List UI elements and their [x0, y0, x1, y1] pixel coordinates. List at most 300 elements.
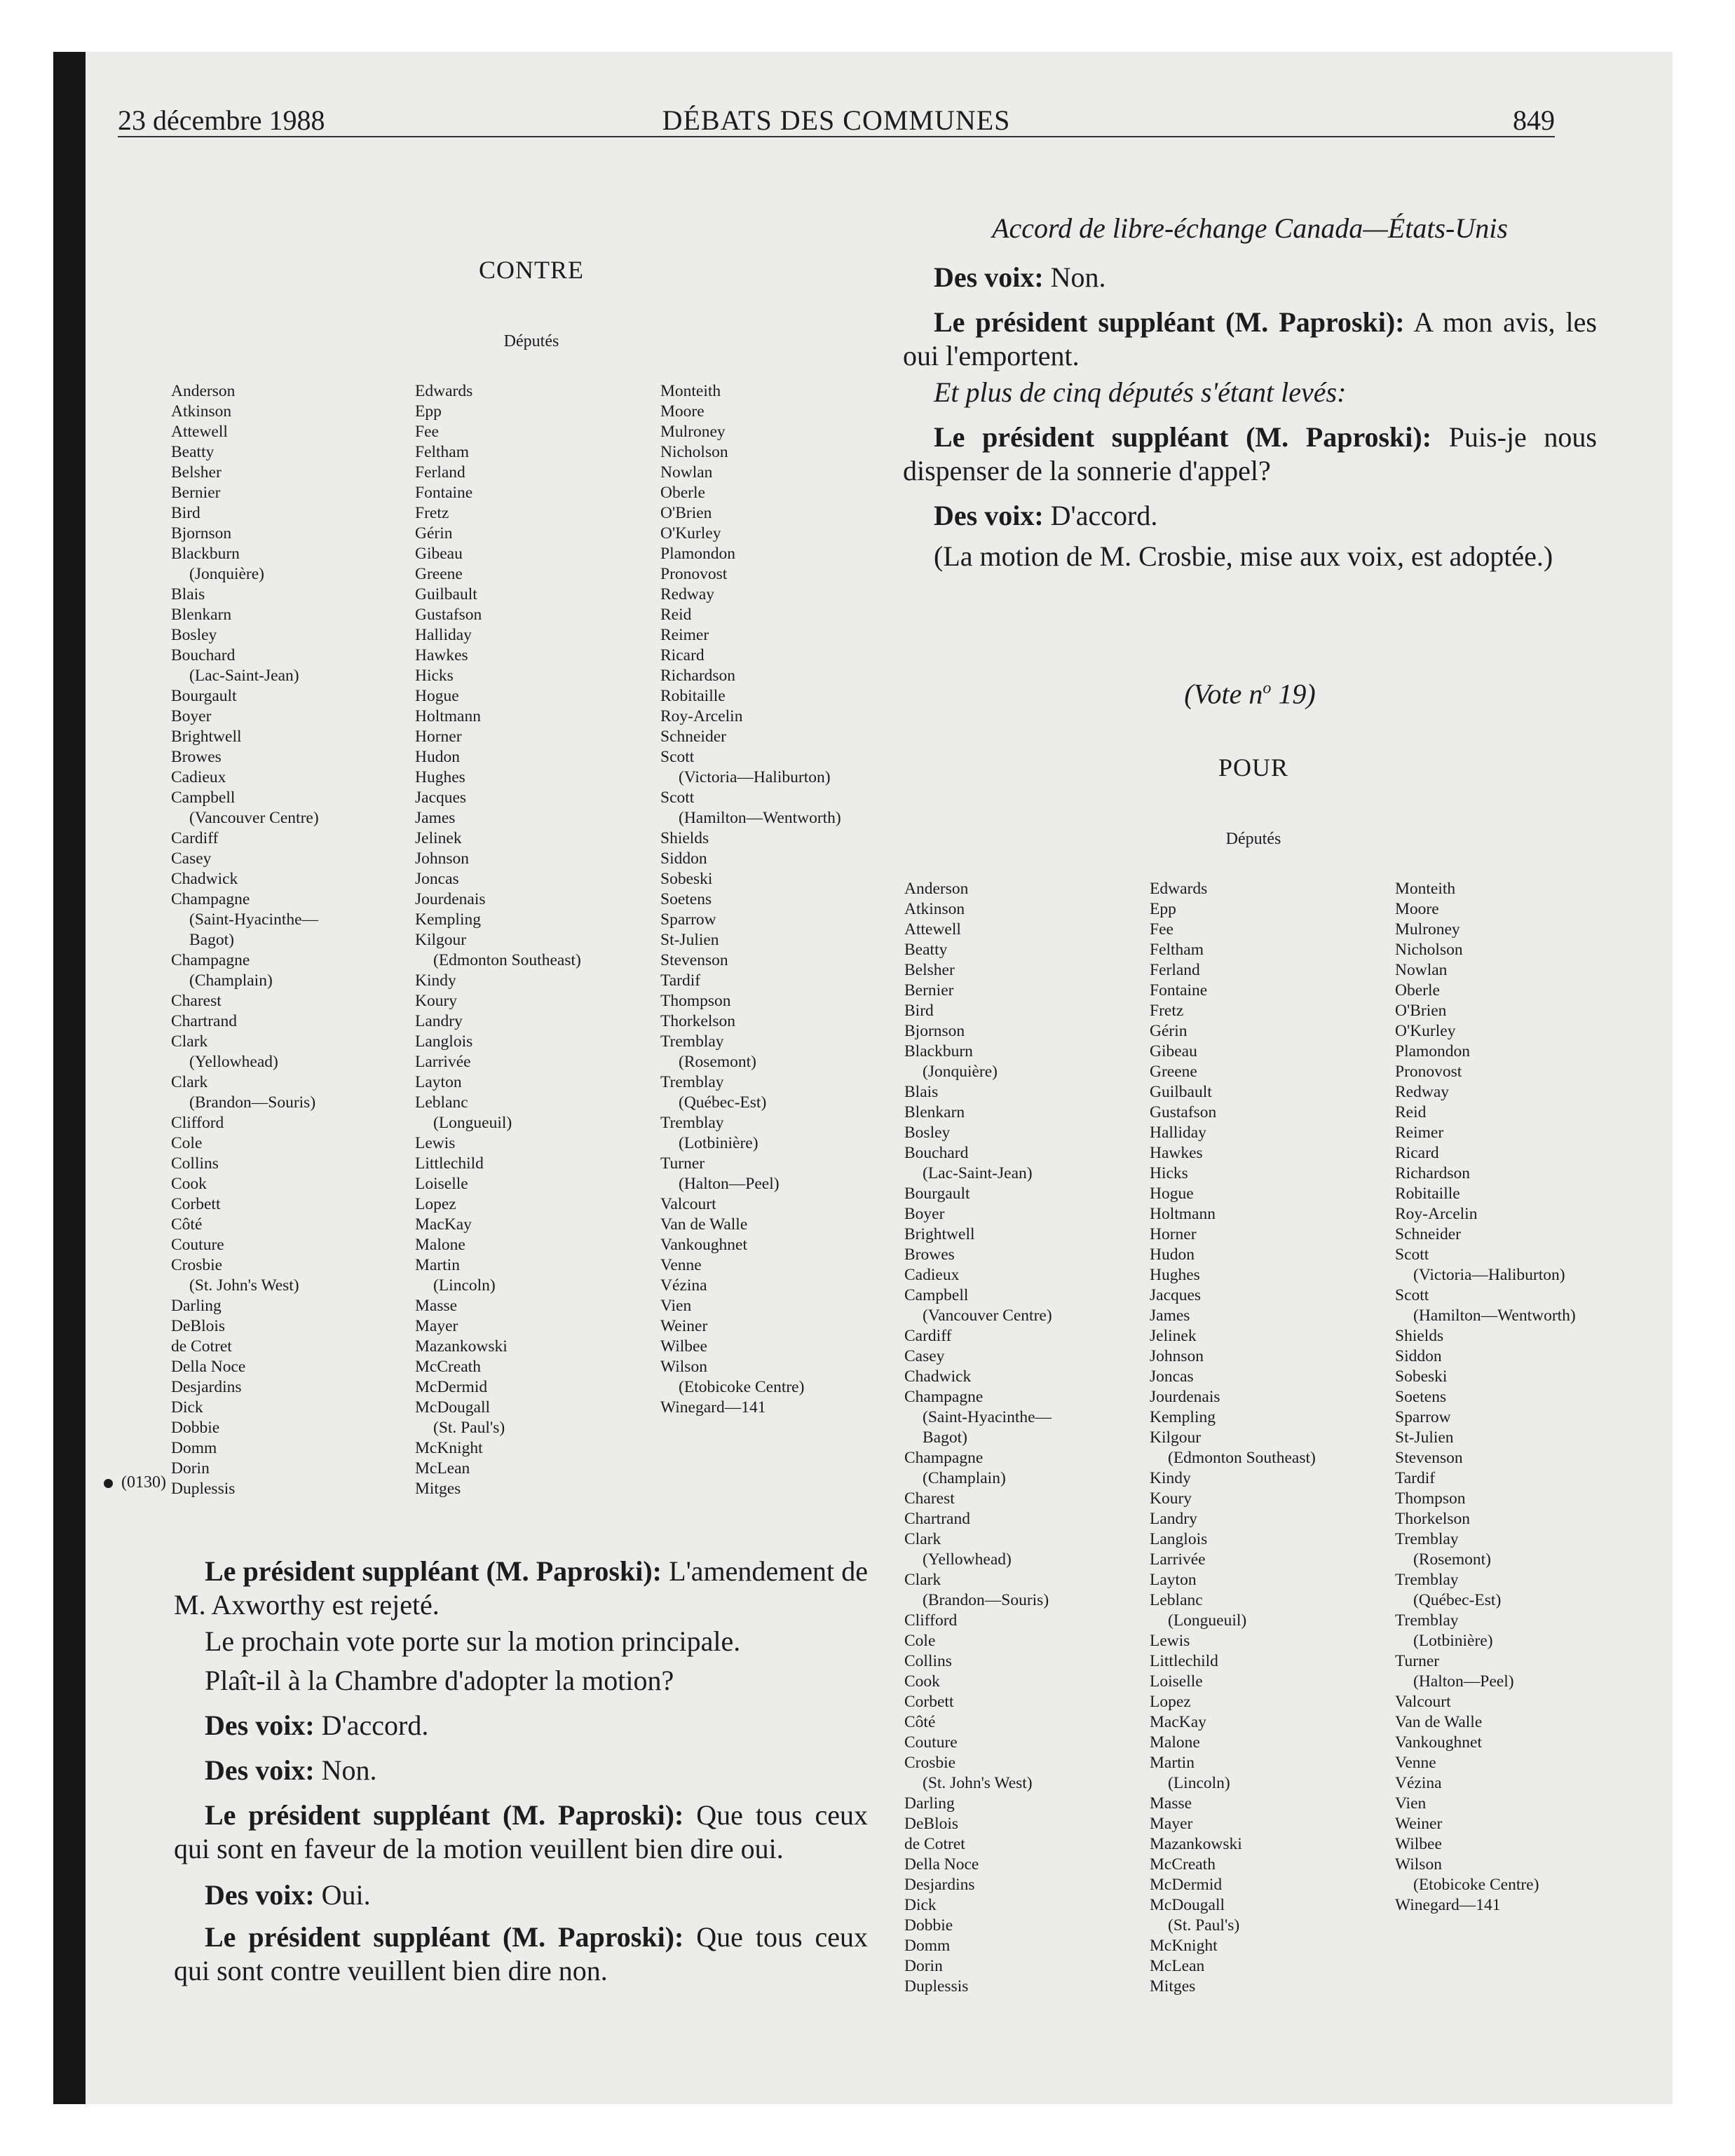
- member-name: Lewis: [415, 1134, 456, 1152]
- member-name: James: [415, 809, 456, 827]
- member-name: Johnson: [1150, 1347, 1204, 1365]
- speech: D'accord.: [314, 1710, 429, 1741]
- member-name: Gérin: [415, 524, 453, 543]
- member-name: Mitges: [415, 1480, 461, 1498]
- member-name: Koury: [1150, 1489, 1192, 1508]
- member-name: Jelinek: [415, 829, 462, 847]
- speech: D'accord.: [1043, 500, 1158, 531]
- member-name: Stevenson: [660, 951, 728, 969]
- riding-name: (Hamilton—Wentworth): [679, 809, 841, 827]
- member-name: Anderson: [171, 382, 236, 400]
- member-name: Ferland: [1150, 961, 1200, 979]
- member-name: Richardson: [660, 667, 736, 685]
- member-name: Langlois: [415, 1032, 473, 1051]
- member-name: Fee: [1150, 920, 1173, 939]
- member-name: Layton: [1150, 1571, 1197, 1589]
- member-name: Nowlan: [1395, 961, 1448, 979]
- header-title: DÉBATS DES COMMUNES: [662, 104, 1011, 136]
- member-name: Robitaille: [660, 687, 726, 705]
- member-name: Van de Walle: [660, 1215, 748, 1234]
- member-name: Epp: [415, 402, 442, 421]
- member-name: Domm: [904, 1937, 951, 1955]
- member-name: Corbett: [171, 1195, 221, 1213]
- member-name: Darling: [904, 1794, 955, 1813]
- member-name: Jacques: [415, 789, 467, 807]
- member-name: McCreath: [415, 1358, 481, 1376]
- member-name: Tremblay: [660, 1032, 724, 1051]
- member-name: McDougall: [1150, 1896, 1225, 1914]
- riding-name: (Etobicoke Centre): [679, 1378, 805, 1396]
- member-name: Redway: [660, 585, 715, 603]
- member-name: Horner: [415, 728, 462, 746]
- member-name: Gibeau: [415, 545, 463, 563]
- member-name: Landry: [1150, 1510, 1197, 1528]
- member-name: Hudon: [415, 748, 460, 766]
- member-name: Gérin: [1150, 1022, 1188, 1040]
- member-name: Wilson: [1395, 1855, 1442, 1874]
- speaker: Des voix:: [205, 1879, 315, 1911]
- member-name: Loiselle: [1150, 1672, 1203, 1691]
- pour-column-1: [904, 879, 1052, 1997]
- member-name: Crosbie: [171, 1256, 223, 1274]
- member-name: Charest: [904, 1489, 955, 1508]
- member-name: Attewell: [904, 920, 961, 939]
- paragraph-voices-agree: [903, 499, 1597, 533]
- member-name: Jelinek: [1150, 1327, 1197, 1345]
- riding-name: (Lac-Saint-Jean): [189, 667, 299, 685]
- contre-column-2: [415, 381, 581, 1499]
- member-name: Masse: [415, 1297, 458, 1315]
- paragraph-dispense-bell: [903, 421, 1597, 488]
- member-name: St-Julien: [660, 931, 719, 949]
- member-name: Kilgour: [1150, 1428, 1202, 1447]
- member-name: Champagne: [904, 1388, 984, 1406]
- speech: Que tous ceux qui sont contre veuillent bien dire non.: [174, 1921, 869, 1986]
- member-name: DeBlois: [904, 1815, 959, 1833]
- member-name: Duplessis: [171, 1480, 236, 1498]
- member-name: Vankoughnet: [660, 1236, 748, 1254]
- member-name: Kindy: [1150, 1469, 1191, 1487]
- speaker: Le président suppléant (M. Paproski):: [934, 421, 1432, 453]
- member-name: Winegard—141: [1395, 1896, 1501, 1914]
- vote-number: (Vote $n^o$ 19): [1184, 678, 1316, 710]
- member-name: Guilbault: [415, 585, 477, 603]
- member-name: Dobbie: [904, 1916, 953, 1935]
- member-name: Corbett: [904, 1693, 954, 1711]
- member-name: Mitges: [1150, 1977, 1196, 1995]
- member-name: Tremblay: [1395, 1571, 1459, 1589]
- member-name: Vézina: [1395, 1774, 1442, 1792]
- member-name: Mazankowski: [415, 1337, 508, 1356]
- riding-name: (Longueuil): [433, 1114, 512, 1132]
- member-name: de Cotret: [904, 1835, 965, 1853]
- member-name: DeBlois: [171, 1317, 226, 1335]
- member-name: Cook: [904, 1672, 940, 1691]
- member-name: Joncas: [1150, 1367, 1194, 1386]
- member-name: Côté: [171, 1215, 203, 1234]
- member-name: Beatty: [904, 941, 948, 959]
- member-name: Chartrand: [171, 1012, 237, 1030]
- member-name: Blenkarn: [904, 1103, 965, 1121]
- member-name: Nicholson: [660, 443, 728, 461]
- member-name: Richardson: [1395, 1164, 1471, 1182]
- member-name: Martin: [1150, 1754, 1195, 1772]
- member-name: Hicks: [415, 667, 454, 685]
- member-name: Redway: [1395, 1083, 1450, 1101]
- riding-name: (Saint-Hyacinthe—: [189, 910, 319, 929]
- riding-name: (Jonquière): [923, 1063, 998, 1081]
- member-name: Mulroney: [660, 423, 726, 441]
- member-name: Kindy: [415, 971, 456, 990]
- member-name: Sparrow: [660, 910, 716, 929]
- member-name: Hicks: [1150, 1164, 1188, 1182]
- member-name: St-Julien: [1395, 1428, 1454, 1447]
- riding-name: (Lac-Saint-Jean): [923, 1164, 1033, 1182]
- speaker: Le président suppléant (M. Paproski):: [205, 1555, 662, 1587]
- paragraph-call-no: [174, 1920, 868, 1988]
- member-name: Plamondon: [660, 545, 736, 563]
- member-name: Campbell: [904, 1286, 969, 1304]
- speaker: Des voix:: [934, 261, 1044, 293]
- riding-name: (Edmonton Southeast): [433, 951, 581, 969]
- member-name: Browes: [904, 1246, 955, 1264]
- member-name: Guilbault: [1150, 1083, 1212, 1101]
- member-name: Sobeski: [1395, 1367, 1448, 1386]
- riding-name: (Brandon—Souris): [923, 1591, 1049, 1609]
- time-marker-text: (0130): [121, 1473, 166, 1492]
- running-title: Accord de libre-échange Canada—États-Unis: [992, 212, 1508, 244]
- riding-name: (Victoria—Haliburton): [1413, 1266, 1565, 1284]
- speech: Puis-je nous dispenser de la sonnerie d'appel?: [903, 421, 1597, 486]
- member-name: Collins: [904, 1652, 952, 1670]
- member-name: Tremblay: [660, 1114, 724, 1132]
- member-name: Darling: [171, 1297, 222, 1315]
- member-name: Clark: [904, 1530, 941, 1548]
- member-name: Bourgault: [904, 1185, 970, 1203]
- riding-name: (Lotbinière): [679, 1134, 758, 1152]
- member-name: Jacques: [1150, 1286, 1202, 1304]
- member-name: Reimer: [1395, 1124, 1444, 1142]
- member-name: Leblanc: [415, 1093, 468, 1112]
- member-name: Gustafson: [415, 606, 482, 624]
- member-name: Oberle: [1395, 981, 1440, 999]
- riding-name: (Yellowhead): [189, 1053, 278, 1071]
- member-name: Cardiff: [171, 829, 219, 847]
- member-name: Crosbie: [904, 1754, 956, 1772]
- member-name: Weiner: [660, 1317, 708, 1335]
- member-name: Blackburn: [171, 545, 240, 563]
- riding-name: (Yellowhead): [923, 1550, 1012, 1569]
- member-name: Domm: [171, 1439, 217, 1457]
- member-name: O'Kurley: [660, 524, 721, 543]
- member-name: Fontaine: [1150, 981, 1208, 999]
- binding-edge: [53, 52, 86, 2104]
- member-name: Dobbie: [171, 1419, 220, 1437]
- paragraph-voices-yes: [174, 1878, 868, 1912]
- member-name: Ricard: [660, 646, 705, 664]
- member-name: Vien: [1395, 1794, 1427, 1813]
- contre-column-3: [660, 381, 841, 1418]
- member-name: Valcourt: [1395, 1693, 1451, 1711]
- member-name: Scott: [1395, 1246, 1429, 1264]
- member-name: Bourgault: [171, 687, 237, 705]
- member-name: Schneider: [660, 728, 726, 746]
- member-name: Roy-Arcelin: [660, 707, 743, 725]
- member-name: Beatty: [171, 443, 215, 461]
- speaker: Le président suppléant (M. Paproski):: [205, 1799, 684, 1831]
- member-name: Larrivée: [415, 1053, 471, 1071]
- member-name: Anderson: [904, 880, 969, 898]
- member-name: Bosley: [171, 626, 217, 644]
- member-name: Lopez: [415, 1195, 456, 1213]
- member-name: Bird: [904, 1002, 934, 1020]
- member-name: Siddon: [1395, 1347, 1442, 1365]
- member-name: Stevenson: [1395, 1449, 1463, 1467]
- member-name: Cardiff: [904, 1327, 952, 1345]
- member-name: Tardif: [1395, 1469, 1436, 1487]
- member-name: Desjardins: [171, 1378, 242, 1396]
- member-name: Monteith: [1395, 880, 1456, 898]
- member-name: Cook: [171, 1175, 207, 1193]
- member-name: Johnson: [415, 850, 470, 868]
- contre-column-1: [171, 381, 319, 1499]
- riding-name: (Vancouver Centre): [189, 809, 319, 827]
- riding-name: (Rosemont): [679, 1053, 756, 1071]
- member-name: Desjardins: [904, 1876, 975, 1894]
- member-name: Collins: [171, 1154, 219, 1173]
- member-name: Jourdenais: [1150, 1388, 1220, 1406]
- member-name: Vézina: [660, 1276, 707, 1295]
- riding-name: (St. Paul's): [433, 1419, 505, 1437]
- member-name: Thorkelson: [660, 1012, 736, 1030]
- member-name: Cadieux: [171, 768, 226, 786]
- riding-name: (Longueuil): [1168, 1611, 1247, 1630]
- member-name: Tremblay: [660, 1073, 724, 1091]
- member-name: Hughes: [1150, 1266, 1200, 1284]
- member-name: Hogue: [1150, 1185, 1194, 1203]
- member-name: Fontaine: [415, 484, 473, 502]
- riding-name: (Champlain): [923, 1469, 1006, 1487]
- member-name: Hughes: [415, 768, 465, 786]
- speaker: Le président suppléant (M. Paproski):: [205, 1921, 684, 1953]
- riding-name: (Lincoln): [433, 1276, 496, 1295]
- member-name: Greene: [1150, 1063, 1197, 1081]
- member-name: Scott: [660, 789, 695, 807]
- paragraph-question: Plaît-il à la Chambre d'adopter la motion?: [205, 1665, 674, 1696]
- member-name: Belsher: [904, 961, 955, 979]
- member-name: Della Noce: [904, 1855, 979, 1874]
- member-name: Scott: [1395, 1286, 1429, 1304]
- member-name: Greene: [415, 565, 463, 583]
- member-name: Thompson: [660, 992, 731, 1010]
- paragraph-yeas-have-it: [903, 306, 1597, 373]
- member-name: Thorkelson: [1395, 1510, 1471, 1528]
- member-name: Mulroney: [1395, 920, 1460, 939]
- member-name: Chartrand: [904, 1510, 970, 1528]
- riding-name: (Québec-Est): [1413, 1591, 1502, 1609]
- member-name: Horner: [1150, 1225, 1197, 1243]
- header-date: 23 décembre 1988: [118, 104, 325, 136]
- member-name: Sparrow: [1395, 1408, 1451, 1426]
- member-name: Boyer: [904, 1205, 945, 1223]
- member-name: Vankoughnet: [1395, 1733, 1483, 1752]
- speech: Non.: [314, 1754, 377, 1786]
- member-name: Cole: [171, 1134, 203, 1152]
- paragraph-call-yes: [174, 1799, 868, 1866]
- member-name: Feltham: [415, 443, 470, 461]
- contre-heading: CONTRE: [479, 256, 584, 284]
- member-name: MacKay: [415, 1215, 472, 1234]
- member-name: Masse: [1150, 1794, 1192, 1813]
- member-name: Fretz: [1150, 1002, 1184, 1020]
- member-name: Bjornson: [904, 1022, 965, 1040]
- member-name: Joncas: [415, 870, 459, 888]
- member-name: Gustafson: [1150, 1103, 1217, 1121]
- member-name: Couture: [171, 1236, 224, 1254]
- member-name: Venne: [1395, 1754, 1436, 1772]
- member-name: Dorin: [904, 1957, 943, 1975]
- member-name: Bjornson: [171, 524, 232, 543]
- time-marker: [104, 1472, 166, 1493]
- member-name: McLean: [1150, 1957, 1205, 1975]
- member-name: Mayer: [1150, 1815, 1193, 1833]
- member-name: Layton: [415, 1073, 462, 1091]
- member-name: Littlechild: [415, 1154, 484, 1173]
- pour-heading: POUR: [1218, 753, 1289, 782]
- riding-name: (Champlain): [189, 971, 273, 990]
- member-name: Gibeau: [1150, 1042, 1197, 1060]
- member-name: Atkinson: [904, 900, 965, 918]
- member-name: Siddon: [660, 850, 707, 868]
- riding-name: (St. John's West): [189, 1276, 299, 1295]
- member-name: James: [1150, 1306, 1190, 1325]
- member-name: Clifford: [904, 1611, 958, 1630]
- member-name: Lopez: [1150, 1693, 1191, 1711]
- member-name: McDermid: [415, 1378, 488, 1396]
- member-name: Belsher: [171, 463, 222, 482]
- member-name: Champagne: [904, 1449, 984, 1467]
- member-name: Tremblay: [1395, 1530, 1459, 1548]
- member-name: Boyer: [171, 707, 212, 725]
- member-name: Malone: [1150, 1733, 1200, 1752]
- member-name: Littlechild: [1150, 1652, 1218, 1670]
- riding-name: (St. John's West): [923, 1774, 1033, 1792]
- paragraph-members-rising: Et plus de cinq députés s'étant levés:: [934, 376, 1347, 408]
- member-name: Duplessis: [904, 1977, 969, 1995]
- paragraph-voices-no: [174, 1754, 868, 1787]
- member-name: Edwards: [1150, 880, 1208, 898]
- member-name: Vien: [660, 1297, 692, 1315]
- member-name: Thompson: [1395, 1489, 1466, 1508]
- member-name: Mayer: [415, 1317, 458, 1335]
- member-name: Blais: [171, 585, 205, 603]
- member-name: Moore: [1395, 900, 1439, 918]
- riding-name: (Halton—Peel): [1413, 1672, 1514, 1691]
- member-name: Langlois: [1150, 1530, 1208, 1548]
- member-name: Couture: [904, 1733, 958, 1752]
- member-name: Clark: [904, 1571, 941, 1589]
- member-name: Brightwell: [171, 728, 242, 746]
- riding-name: Bagot): [923, 1428, 967, 1447]
- speaker: Des voix:: [934, 500, 1044, 531]
- member-name: Robitaille: [1395, 1185, 1460, 1203]
- member-name: Ferland: [415, 463, 465, 482]
- member-name: Shields: [660, 829, 709, 847]
- member-name: Nicholson: [1395, 941, 1463, 959]
- riding-name: (Brandon—Souris): [189, 1093, 316, 1112]
- pour-subheading: Députés: [1225, 830, 1281, 848]
- member-name: Jourdenais: [415, 890, 486, 908]
- contre-subheading: Députés: [503, 332, 559, 350]
- member-name: McCreath: [1150, 1855, 1216, 1874]
- member-name: McKnight: [415, 1439, 483, 1457]
- member-name: Reid: [660, 606, 692, 624]
- member-name: Feltham: [1150, 941, 1204, 959]
- member-name: Lewis: [1150, 1632, 1190, 1650]
- member-name: Moore: [660, 402, 705, 421]
- member-name: Soetens: [1395, 1388, 1447, 1406]
- page-number: 849: [1513, 104, 1555, 136]
- member-name: Pronovost: [1395, 1063, 1462, 1081]
- member-name: O'Kurley: [1395, 1022, 1456, 1040]
- speech: Que tous ceux qui sont en faveur de la motion veuillent bien dire oui.: [174, 1799, 869, 1864]
- member-name: Holtmann: [1150, 1205, 1216, 1223]
- member-name: Mazankowski: [1150, 1835, 1242, 1853]
- member-name: Blenkarn: [171, 606, 232, 624]
- bullet-icon: [104, 1479, 113, 1488]
- riding-name: (Lotbinière): [1413, 1632, 1493, 1650]
- member-name: Malone: [415, 1236, 465, 1254]
- member-name: McKnight: [1150, 1937, 1218, 1955]
- member-name: Loiselle: [415, 1175, 468, 1193]
- member-name: Reimer: [660, 626, 709, 644]
- member-name: Soetens: [660, 890, 712, 908]
- member-name: Edwards: [415, 382, 473, 400]
- member-name: Tremblay: [1395, 1611, 1459, 1630]
- member-name: Bouchard: [171, 646, 236, 664]
- speech: Oui.: [314, 1879, 371, 1911]
- paragraph-motion-adopted: (La motion de M. Crosbie, mise aux voix, est adoptée.): [934, 540, 1553, 572]
- paragraph-next-vote: Le prochain vote porte sur la motion principale.: [205, 1625, 741, 1657]
- member-name: Martin: [415, 1256, 460, 1274]
- member-name: Brightwell: [904, 1225, 975, 1243]
- speech: A mon avis, les oui l'emportent.: [903, 306, 1597, 371]
- speech: Non.: [1043, 261, 1106, 293]
- member-name: Oberle: [660, 484, 705, 502]
- member-name: Kempling: [415, 910, 481, 929]
- member-name: Venne: [660, 1256, 702, 1274]
- paragraph-voices-agree: [174, 1709, 868, 1742]
- riding-name: (Vancouver Centre): [923, 1306, 1052, 1325]
- member-name: Champagne: [171, 890, 250, 908]
- speech: L'amendement de M. Axworthy est rejeté.: [174, 1555, 869, 1621]
- member-name: Clark: [171, 1073, 208, 1091]
- member-name: Bouchard: [904, 1144, 969, 1162]
- member-name: Della Noce: [171, 1358, 246, 1376]
- riding-name: (Rosemont): [1413, 1550, 1491, 1569]
- riding-name: (Lincoln): [1168, 1774, 1230, 1792]
- member-name: Larrivée: [1150, 1550, 1206, 1569]
- member-name: Scott: [660, 748, 695, 766]
- member-name: Hawkes: [415, 646, 468, 664]
- member-name: Holtmann: [415, 707, 481, 725]
- riding-name: (Halton—Peel): [679, 1175, 780, 1193]
- member-name: Casey: [171, 850, 212, 868]
- member-name: Valcourt: [660, 1195, 716, 1213]
- member-name: Tardif: [660, 971, 701, 990]
- member-name: Dick: [171, 1398, 203, 1417]
- member-name: Turner: [660, 1154, 705, 1173]
